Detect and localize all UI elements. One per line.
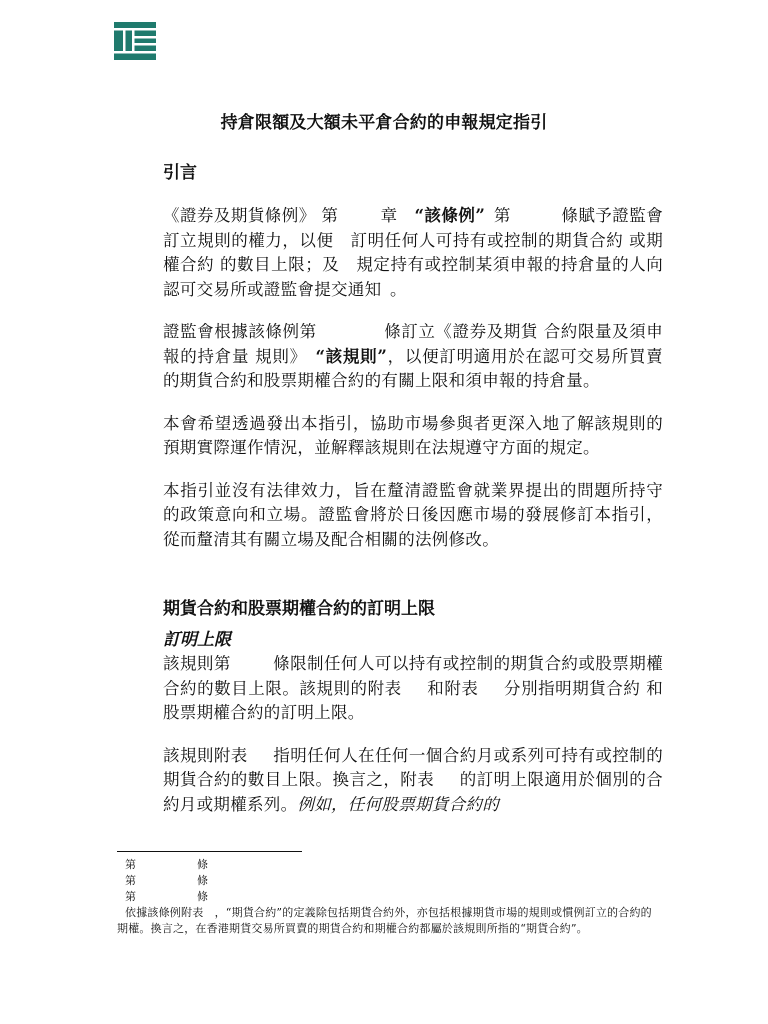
section-heading: 期貨合約和股票期權合約的訂明上限 [163, 599, 435, 619]
footnote-2: 第 條 [125, 874, 209, 887]
intro-paragraph-3: 本會希望透過發出本指引，協助市場參與者更深入地了解該規則的預期實際運作情況，並解釋該規則在法規遵守方面的規定。 [163, 413, 663, 457]
intro-paragraph-2: 證監會根據該條例第 條訂立《證券及期貨 合約限量及須申報的持倉量 規則》 “該規則”，以便訂明適用於在認可交易所買賣的期貨合約和股票期權合約的有關上限和須申報的持倉量。 [163, 322, 663, 390]
sfc-logo [114, 22, 156, 60]
footnote-separator [117, 851, 302, 852]
footnote-4: 依據該條例附表 ，“期貨合約”的定義除包括期貨合約外，亦包括根據期貨市場的規則或慣例訂立的合約的期權。換言之，在香港期貨交易所買賣的期貨合約和期權合約都屬於該規則所指的“期貨合約”。 [117, 906, 652, 935]
document-body [163, 158, 663, 835]
sub-heading: 訂明上限 [163, 630, 231, 650]
footnotes [117, 857, 657, 937]
document-title: 持倉限額及大額未平倉合約的申報規定指引 [220, 113, 548, 133]
intro-paragraph-4: 本指引並沒有法律效力，旨在釐清證監會就業界提出的問題所持守的政策意向和立場。證監會將於日後因應市場的發展修訂本指引，從而釐清其有關立場及配合相關的法例修改。 [163, 480, 663, 549]
intro-paragraph-1: 《證券及期貨條例》 第 章 “該條例” 第 條賦予證監會訂立規則的權力，以便 訂明任何人可持有或控制的期貨合約 或期權合約 的數目上限；及 規定持有或控制某須申報的持倉量的人向認可交易所或證監會提交通知 。 [163, 206, 664, 299]
section-paragraph-1: 該規則第 條限制任何人可以持有或控制的期貨合約或股票期權合約的數目上限。該規則的附表 和附表 分別指明期貨合約 和股票期權合約的訂明上限。 [163, 654, 663, 722]
section-paragraph-2: 該規則附表 指明任何人在任何一個合約月或系列可持有或控制的期貨合約的數目上限。換言之，附表 的訂明上限適用於個別的合約月或期權系列。例如，任何股票期貨合約的 [163, 745, 664, 814]
footnote-1: 第 條 [125, 858, 209, 871]
intro-heading: 引言 [163, 163, 197, 183]
footnote-3: 第 條 [125, 890, 209, 903]
